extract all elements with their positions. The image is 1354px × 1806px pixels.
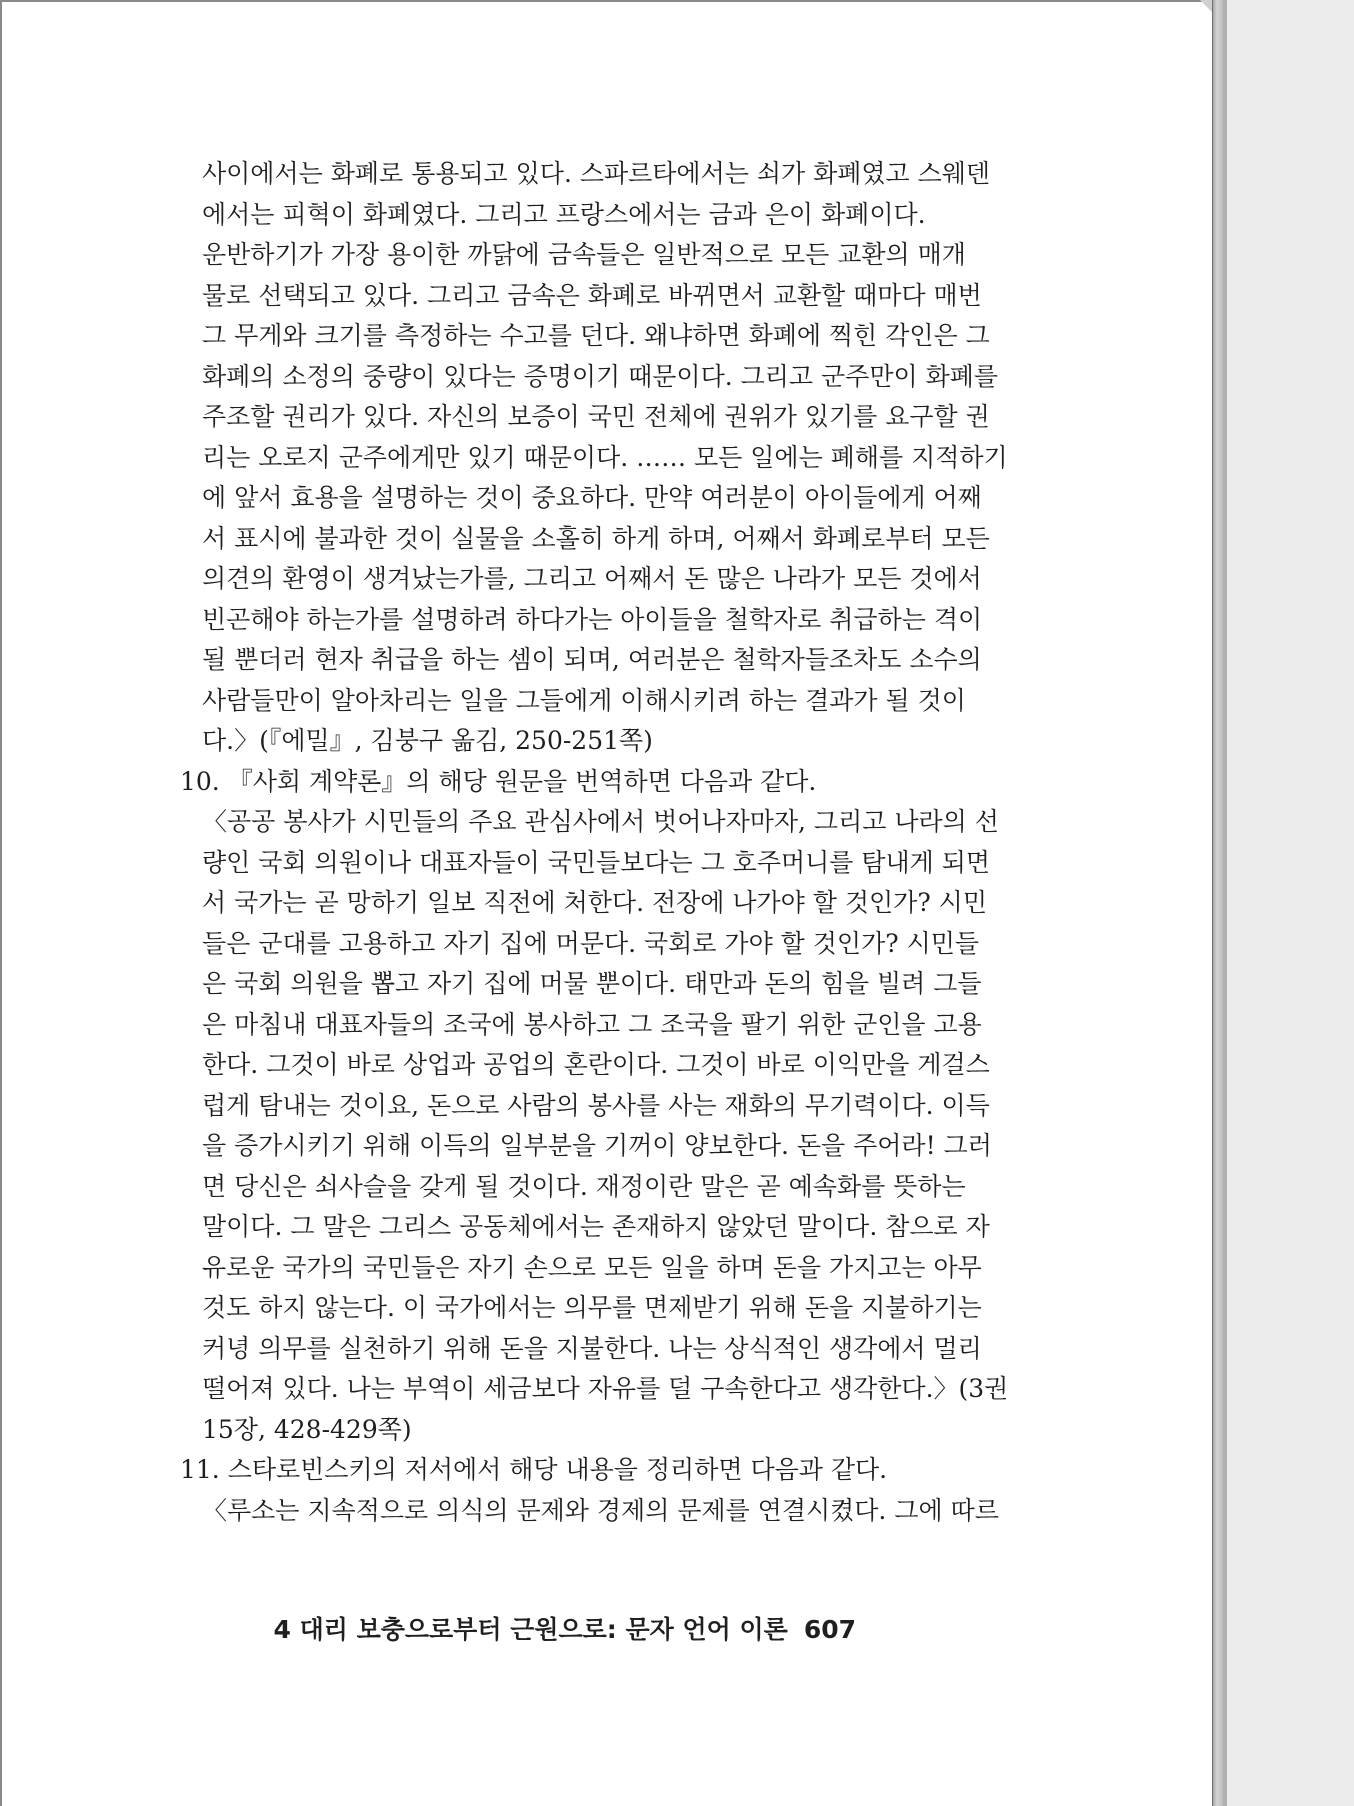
text-line: 은 마침내 대표자들의 조국에 봉사하고 그 조국을 팔기 위한 군인을 고용 <box>202 1009 982 1039</box>
text-line: 될 뿐더러 현자 취급을 하는 셈이 되며, 여러분은 철학자들조차도 소수의 <box>202 645 982 674</box>
text-line: 15장, 428-429쪽) <box>202 1414 412 1444</box>
note-10 <box>180 762 1034 1451</box>
chapter-title: 4 대리 보충으로부터 근원으로: 문자 언어 이론 <box>273 1615 788 1644</box>
text-line: 화폐의 소정의 중량이 있다는 증명이기 때문이다. 그리고 군주만이 화폐를 <box>202 361 999 391</box>
text-line: 다.〉(『에밀』, 김붕구 옮김, 250-251쪽) <box>202 726 653 755</box>
text-line: 에서는 피혁이 화폐였다. 그리고 프랑스에서는 금과 은이 화폐이다. <box>202 199 926 229</box>
text-line: 떨어져 있다. 나는 부역이 세금보다 자유를 덜 구속한다고 생각한다.〉(3권 <box>202 1374 1009 1403</box>
text-line: 은 국회 의원을 뽑고 자기 집에 머물 뿐이다. 태만과 돈의 힘을 빌려 그들 <box>202 969 982 998</box>
note-10-heading: 10. 『사회 계약론』의 해당 원문을 번역하면 다음과 같다. <box>180 766 817 796</box>
text-line: 것도 하지 않는다. 이 국가에서는 의무를 면제받기 위해 돈을 지불하기는 <box>202 1293 982 1322</box>
text-line: 면 당신은 쇠사슬을 갖게 될 것이다. 재정이란 말은 곧 예속화를 뜻하는 <box>202 1171 966 1201</box>
text-line: 서 표시에 불과한 것이 실물을 소홀히 하게 하며, 어째서 화폐로부터 모든 <box>202 523 990 553</box>
text-line: 사이에서는 화폐로 통용되고 있다. 스파르타에서는 쇠가 화폐였고 스웨덴 <box>202 159 991 188</box>
text-line: 사람들만이 알아차리는 일을 그들에게 이해시키려 하는 결과가 될 것이 <box>202 685 966 715</box>
text-line: 럽게 탐내는 것이요, 돈으로 사람의 봉사를 사는 재화의 무기력이다. 이득 <box>202 1090 990 1120</box>
text-line: 그 무게와 크기를 측정하는 수고를 던다. 왜냐하면 화폐에 찍힌 각인은 그 <box>202 321 990 350</box>
text-line: 한다. 그것이 바로 상업과 공업의 혼란이다. 그것이 바로 이익만을 게걸스 <box>202 1050 990 1079</box>
continued-note-text <box>202 154 1034 762</box>
text-line: 의견의 환영이 생겨났는가를, 그리고 어째서 돈 많은 나라가 모든 것에서 <box>202 564 982 593</box>
text-line: 〈공공 봉사가 시민들의 주요 관심사에서 벗어나자마자, 그리고 나라의 선 <box>202 807 999 836</box>
text-line: 〈루소는 지속적으로 의식의 문제와 경제의 문제를 연결시켰다. 그에 따르 <box>202 1495 999 1525</box>
text-line: 에 앞서 효용을 설명하는 것이 중요하다. 만약 여러분이 아이들에게 어째 <box>202 483 982 512</box>
text-line: 말이다. 그 말은 그리스 공동체에서는 존재하지 않았던 말이다. 참으로 자 <box>202 1212 990 1241</box>
running-footer <box>273 1610 856 1646</box>
text-line: 들은 군대를 고용하고 자기 집에 머문다. 국회로 가야 할 것인가? 시민들 <box>202 928 980 958</box>
text-line: 유로운 국가의 국민들은 자기 손으로 모든 일을 하며 돈을 가지고는 아무 <box>202 1252 982 1282</box>
text-line: 물로 선택되고 있다. 그리고 금속은 화폐로 바뀌면서 교환할 때마다 매번 <box>202 280 982 310</box>
text-line: 운반하기가 가장 용이한 까닭에 금속들은 일반적으로 모든 교환의 매개 <box>202 240 966 269</box>
page-body-text <box>180 154 1034 1531</box>
page-edge <box>1212 0 1223 1806</box>
note-11-heading: 11. 스타로빈스키의 저서에서 해당 내용을 정리하면 다음과 같다. <box>180 1455 888 1484</box>
text-line: 빈곤해야 하는가를 설명하려 하다가는 아이들을 철학자로 취급하는 격이 <box>202 604 983 634</box>
page-number: 607 <box>803 1615 856 1644</box>
text-line: 량인 국회 의원이나 대표자들이 국민들보다는 그 호주머니를 탐내게 되면 <box>202 847 991 877</box>
text-line: 을 증가시키기 위해 이득의 일부분을 기꺼이 양보한다. 돈을 주어라! 그러 <box>202 1131 992 1160</box>
text-line: 리는 오로지 군주에게만 있기 때문이다. …… 모든 일에는 폐해를 지적하기 <box>202 442 1008 472</box>
note-11 <box>180 1450 1034 1531</box>
text-line: 커녕 의무를 실천하기 위해 돈을 지불한다. 나는 상식적인 생각에서 멀리 <box>202 1333 982 1363</box>
text-line: 주조할 권리가 있다. 자신의 보증이 국민 전체에 권위가 있기를 요구할 권 <box>202 402 990 431</box>
text-line: 서 국가는 곧 망하기 일보 직전에 처한다. 전장에 나가야 할 것인가? 시민 <box>202 888 987 917</box>
